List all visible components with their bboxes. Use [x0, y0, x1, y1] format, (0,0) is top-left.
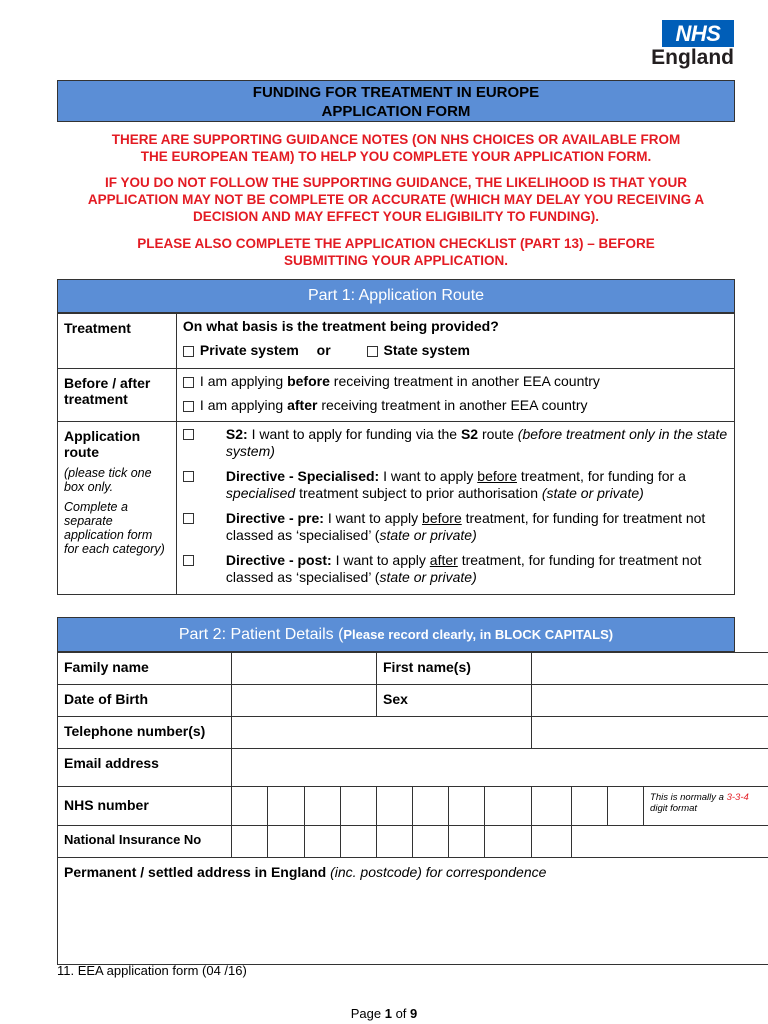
part2-table — [57, 652, 768, 965]
state-system-label: State system — [383, 342, 470, 358]
form-title-box — [57, 80, 735, 122]
specialised-text1: I want to apply — [379, 468, 478, 484]
specialised-description — [226, 468, 728, 502]
after-bold: after — [287, 397, 318, 413]
ni-box[interactable] — [232, 826, 268, 858]
post-bold: Directive - post: — [225, 552, 332, 568]
route-note-tick: (please tick one box only. — [64, 466, 152, 494]
nhs-digit-box[interactable] — [232, 787, 268, 826]
specialised-bold: Directive - Specialised: — [225, 468, 380, 484]
private-system-checkbox[interactable] — [183, 346, 194, 357]
nhs-digit-box[interactable] — [608, 787, 644, 826]
part1-table — [57, 313, 735, 595]
before-text: I am applying — [199, 373, 288, 389]
address-row — [58, 858, 768, 965]
route-label: Application route — [64, 428, 141, 460]
nhs-england-logo — [634, 20, 734, 69]
nhs-logo-region: England — [651, 46, 734, 69]
checklist-notice — [58, 235, 734, 269]
before-bold: before — [287, 373, 330, 389]
first-names-label: First name(s) — [377, 653, 532, 685]
nhs-number-label: NHS number — [58, 787, 232, 826]
nhs-note-text: This is normally a — [650, 792, 727, 803]
directive-pre-checkbox[interactable] — [183, 513, 194, 524]
directive-post-option — [183, 552, 728, 586]
form-reference: 11. EEA application form (04 /16) — [57, 963, 247, 978]
follow-guidance-warning — [58, 174, 734, 225]
ni-box[interactable] — [413, 826, 449, 858]
ni-label: National Insurance No — [58, 826, 232, 858]
first-names-field[interactable] — [532, 653, 768, 685]
part1-heading: Part 1: Application Route — [57, 279, 735, 313]
name-row — [58, 653, 768, 685]
s2-checkbox[interactable] — [183, 429, 194, 440]
part2-heading — [57, 617, 735, 652]
ni-box[interactable] — [377, 826, 413, 858]
family-name-field[interactable] — [232, 653, 377, 685]
page-number — [0, 1006, 768, 1021]
s2-text2: route — [478, 426, 518, 442]
pre-text1: I want to apply — [323, 510, 423, 526]
specialised-text3: treatment subject to prior authorisation — [295, 485, 542, 501]
route-label-cell — [58, 422, 177, 595]
ni-box[interactable] — [449, 826, 485, 858]
specialised-italic: specialised — [225, 485, 296, 501]
or-text: or — [316, 342, 331, 358]
route-options-cell — [176, 422, 734, 595]
application-route-row — [58, 422, 735, 595]
before-after-row — [58, 369, 735, 422]
nhs-digit-box[interactable] — [532, 787, 572, 826]
before-after-label: Before / after treatment — [58, 369, 177, 422]
family-name-label: Family name — [58, 653, 232, 685]
nhs-digit-box[interactable] — [413, 787, 449, 826]
email-label: Email address — [58, 749, 232, 787]
directive-post-description — [226, 552, 728, 586]
before-checkbox[interactable] — [183, 377, 194, 388]
pre-underline: before — [422, 510, 462, 526]
ni-box-rest[interactable] — [572, 826, 768, 858]
sex-label: Sex — [377, 685, 532, 717]
form-title-line2: APPLICATION FORM — [321, 103, 471, 120]
address-label-note: (inc. postcode) for correspondence — [326, 864, 547, 880]
nhs-digit-box[interactable] — [572, 787, 608, 826]
email-field[interactable] — [232, 749, 768, 787]
form-title-line1: FUNDING FOR TREATMENT IN EUROPE — [252, 84, 540, 101]
email-row — [58, 749, 768, 787]
post-text1: I want to apply — [331, 552, 430, 568]
directive-pre-description — [226, 510, 728, 544]
pre-bold: Directive - pre: — [225, 510, 324, 526]
ni-box[interactable] — [532, 826, 572, 858]
ni-box[interactable] — [485, 826, 532, 858]
treatment-label: Treatment — [58, 314, 177, 369]
ni-box[interactable] — [305, 826, 341, 858]
page-label: Page — [350, 1006, 385, 1021]
checklist-notice-line: SUBMITTING YOUR APPLICATION. — [283, 253, 508, 268]
nhs-digit-box[interactable] — [377, 787, 413, 826]
warning-line: DECISION AND MAY EFFECT YOUR ELIGIBILITY TO FUNDING). — [192, 209, 600, 224]
warning-line: APPLICATION MAY NOT BE COMPLETE OR ACCURATE (WHICH MAY DELAY YOU RECEIVING A — [87, 192, 705, 207]
page-current: 1 — [384, 1006, 392, 1021]
page-of: of — [391, 1006, 411, 1021]
specialised-checkbox[interactable] — [183, 471, 194, 482]
checklist-notice-line: PLEASE ALSO COMPLETE THE APPLICATION CHECKLIST (PART 13) – BEFORE — [137, 236, 655, 251]
page-total: 9 — [410, 1006, 418, 1021]
after-option — [183, 397, 728, 413]
nhs-digit-box[interactable] — [305, 787, 341, 826]
specialised-option — [183, 468, 728, 502]
before-option — [183, 373, 728, 389]
part2-heading-main: Part 2: Patient Details ( — [178, 626, 344, 643]
dob-label: Date of Birth — [58, 685, 232, 717]
treatment-row — [58, 314, 735, 369]
dob-sex-row — [58, 685, 768, 717]
telephone-field-1[interactable] — [232, 717, 532, 749]
nhs-digit-box[interactable] — [341, 787, 377, 826]
address-label: Permanent / settled address in England — [64, 864, 327, 880]
guidance-notice — [58, 131, 734, 165]
sex-field[interactable] — [532, 685, 768, 717]
s2-description — [226, 426, 728, 460]
ni-row — [58, 826, 768, 858]
warning-line: IF YOU DO NOT FOLLOW THE SUPPORTING GUIDANCE, THE LIKELIHOOD IS THAT YOUR — [104, 175, 687, 190]
after-text: I am applying — [199, 397, 288, 413]
part2-heading-small: Please record clearly, in BLOCK CAPITALS) — [343, 627, 614, 642]
treatment-question: On what basis is the treatment being provided? — [182, 318, 499, 334]
ni-box[interactable] — [341, 826, 377, 858]
telephone-label: Telephone number(s) — [58, 717, 232, 749]
s2-italic: (before treatment only in the state system) — [225, 426, 728, 459]
nhs-number-note — [644, 787, 768, 826]
state-system-checkbox[interactable] — [367, 346, 378, 357]
nhs-digit-box[interactable] — [485, 787, 532, 826]
guidance-notice-line: THE EUROPEAN TEAM) TO HELP YOU COMPLETE YOUR APPLICATION FORM. — [140, 149, 652, 164]
specialised-underline: before — [477, 468, 517, 484]
post-text2: treatment, for funding for treatment not classed as ‘specialised’ ( — [225, 552, 702, 585]
dob-field[interactable] — [232, 685, 377, 717]
pre-text2: treatment, for funding for treatment not classed as ‘specialised’ ( — [225, 510, 706, 543]
directive-pre-option — [183, 510, 728, 544]
nhs-note-text2: digit format — [650, 803, 698, 814]
specialised-text2: treatment, for funding for a — [516, 468, 686, 484]
nhs-digit-box[interactable] — [268, 787, 305, 826]
private-system-label: Private system — [199, 342, 299, 358]
nhs-number-row — [58, 787, 768, 826]
post-italic: state or private) — [379, 569, 477, 585]
telephone-row — [58, 717, 768, 749]
ni-box[interactable] — [268, 826, 305, 858]
before-after-cell — [176, 369, 734, 422]
treatment-basis-cell — [176, 314, 734, 369]
directive-post-checkbox[interactable] — [183, 555, 194, 566]
pre-italic: state or private) — [379, 527, 477, 543]
s2-bold: S2: — [225, 426, 248, 442]
after-text-end: receiving treatment in another EEA country — [317, 397, 588, 413]
nhs-digit-box[interactable] — [449, 787, 485, 826]
after-checkbox[interactable] — [183, 401, 194, 412]
system-options — [183, 342, 728, 358]
specialised-italic2: (state or private) — [541, 485, 644, 501]
s2-text: I want to apply for funding via the — [247, 426, 461, 442]
before-text-end: receiving treatment in another EEA country — [329, 373, 600, 389]
route-note-separate: Complete a separate application form for each category) — [64, 500, 165, 556]
guidance-notice-line: THERE ARE SUPPORTING GUIDANCE NOTES (ON NHS CHOICES OR AVAILABLE FROM — [111, 132, 681, 147]
nhs-note-format: 3-3-4 — [726, 792, 749, 803]
telephone-field-2[interactable] — [532, 717, 768, 749]
post-underline: after — [429, 552, 458, 568]
s2-option — [183, 426, 728, 460]
s2-bold2: S2 — [460, 426, 479, 442]
nhs-logo-mark: NHS — [662, 20, 734, 47]
address-field[interactable] — [58, 858, 768, 965]
